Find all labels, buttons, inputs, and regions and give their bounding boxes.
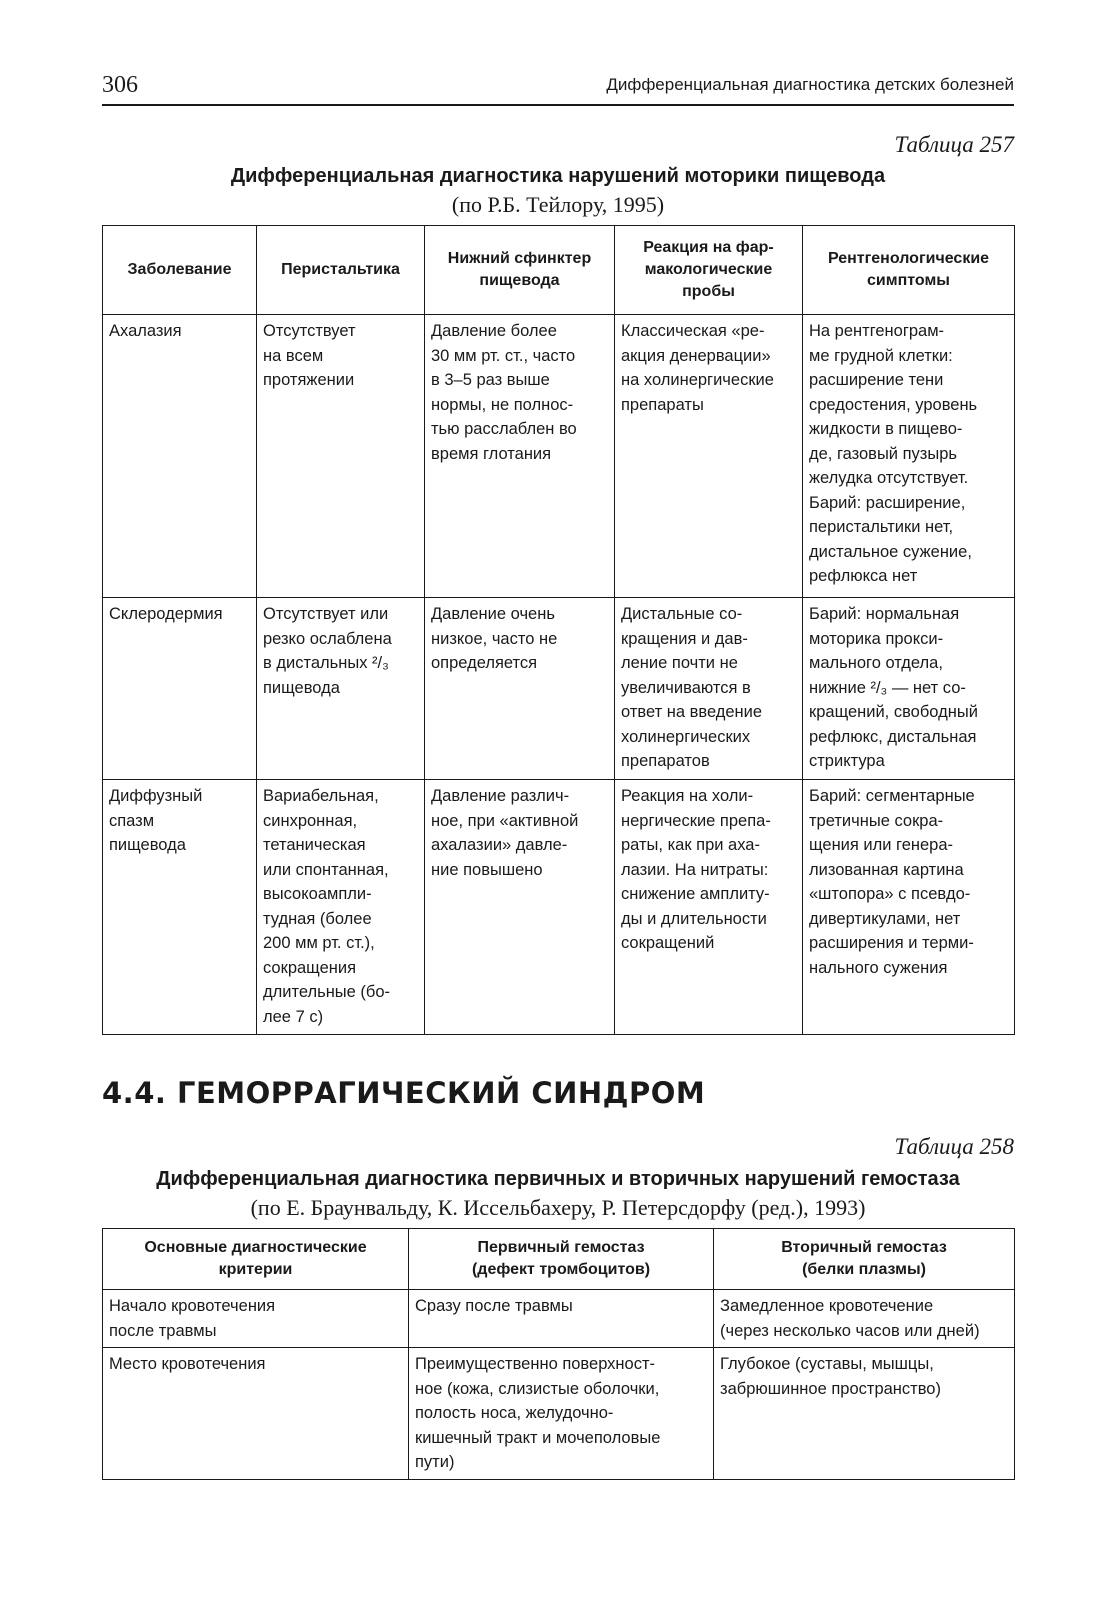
- table-cell: Давление различ- ное, при «активной ахалазии» давле- ние повышено: [425, 780, 615, 1035]
- table-cell: Диффузный спазм пищевода: [103, 780, 257, 1035]
- table-cell: Реакция на холи- нергические препа- раты, как при аха- лазии. На нитраты: снижение амплиту- ды и длительности сокращений: [615, 780, 803, 1035]
- table-row: [103, 1348, 1015, 1480]
- column-header: Основные диагностические критерии: [103, 1229, 409, 1290]
- table-row: [103, 315, 1015, 598]
- table-row: [103, 598, 1015, 780]
- table-cell: Дистальные со- кращения и дав- ление почти не увеличиваются в ответ на введение холинергических препаратов: [615, 598, 803, 780]
- table-cell: Давление очень низкое, часто не определяется: [425, 598, 615, 780]
- table-cell: Барий: нормальная моторика прокси- мального отдела, нижние ²/₃ — нет со- кращений, свободный рефлюкс, дистальная стриктура: [803, 598, 1015, 780]
- table-cell: Отсутствует на всем протяжении: [257, 315, 425, 598]
- table-257-subtitle: (по Р.Б. Тейлору, 1995): [451, 192, 665, 217]
- table-row: [103, 780, 1015, 1035]
- table-cell: На рентгенограм- ме грудной клетки: расширение тени средостения, уровень жидкости в пищево- де, газовый пузырь желудка отсутствует. Барий: расширение, перистальтики нет, дистальное сужение, рефлюкса нет: [803, 315, 1015, 598]
- column-header: Реакция на фар- макологические пробы: [615, 226, 803, 315]
- column-header: Первичный гемостаз (дефект тромбоцитов): [409, 1229, 714, 1290]
- table-cell: Склеродермия: [103, 598, 257, 780]
- table-cell: Глубокое (суставы, мышцы, забрюшинное пространство): [714, 1348, 1015, 1480]
- table-257-number: Таблица 257: [894, 132, 1014, 157]
- table-cell: Классическая «ре- акция денервации» на холинергические препараты: [615, 315, 803, 598]
- table-cell: Ахалазия: [103, 315, 257, 598]
- table-cell: Сразу после травмы: [409, 1290, 714, 1348]
- page-number: 306: [102, 72, 138, 98]
- table-258-title: Дифференциальная диагностика первичных и вторичных нарушений гемостаза: [156, 1168, 960, 1190]
- column-header: Рентгенологические симптомы: [803, 226, 1015, 315]
- table-cell: Место кровотечения: [103, 1348, 409, 1480]
- table-257-title: Дифференциальная диагностика нарушений моторики пищевода: [230, 165, 886, 187]
- table-cell: Отсутствует или резко ослаблена в дистальных ²/₃ пищевода: [257, 598, 425, 780]
- table-row: [103, 1290, 1015, 1348]
- table-cell: Начало кровотечения после травмы: [103, 1290, 409, 1348]
- table-cell: Замедленное кровотечение (через несколько часов или дней): [714, 1290, 1015, 1348]
- table-esophagus-motility: [102, 225, 1015, 1035]
- running-header: [102, 72, 1014, 106]
- table-cell: Вариабельная, синхронная, тетаническая или спонтанная, высокоампли- тудная (более 200 мм рт. ст.), сокращения длительные (бо- лее 7 с): [257, 780, 425, 1035]
- table-hemostasis: [102, 1228, 1015, 1480]
- column-header: Перистальтика: [257, 226, 425, 315]
- table-header-row: [103, 226, 1015, 315]
- table-cell: Давление более 30 мм рт. ст., часто в 3–5 раз выше нормы, не полнос- тью расслаблен во время глотания: [425, 315, 615, 598]
- table-258-number: Таблица 258: [894, 1134, 1014, 1159]
- table-cell: Преимущественно поверхност- ное (кожа, слизистые оболочки, полость носа, желудочно- кишечный тракт и мочеполовые пути): [409, 1348, 714, 1480]
- table-cell: Барий: сегментарные третичные сокра- щения или генера- лизованная картина «штопора» с псевдо- дивертикулами, нет расширения и терми- нального сужения: [803, 780, 1015, 1035]
- table-header-row: [103, 1229, 1015, 1290]
- column-header: Заболевание: [103, 226, 257, 315]
- column-header: Нижний сфинктер пищевода: [425, 226, 615, 315]
- column-header: Вторичный гемостаз (белки плазмы): [714, 1229, 1015, 1290]
- table-258-subtitle: (по Е. Браунвальду, К. Иссельбахеру, Р. Петерсдорфу (ред.), 1993): [250, 1195, 866, 1220]
- running-title: Дифференциальная диагностика детских болезней: [606, 75, 1014, 94]
- section-heading: 4.4. ГЕМОРРАГИЧЕСКИЙ СИНДРОМ: [102, 1076, 706, 1110]
